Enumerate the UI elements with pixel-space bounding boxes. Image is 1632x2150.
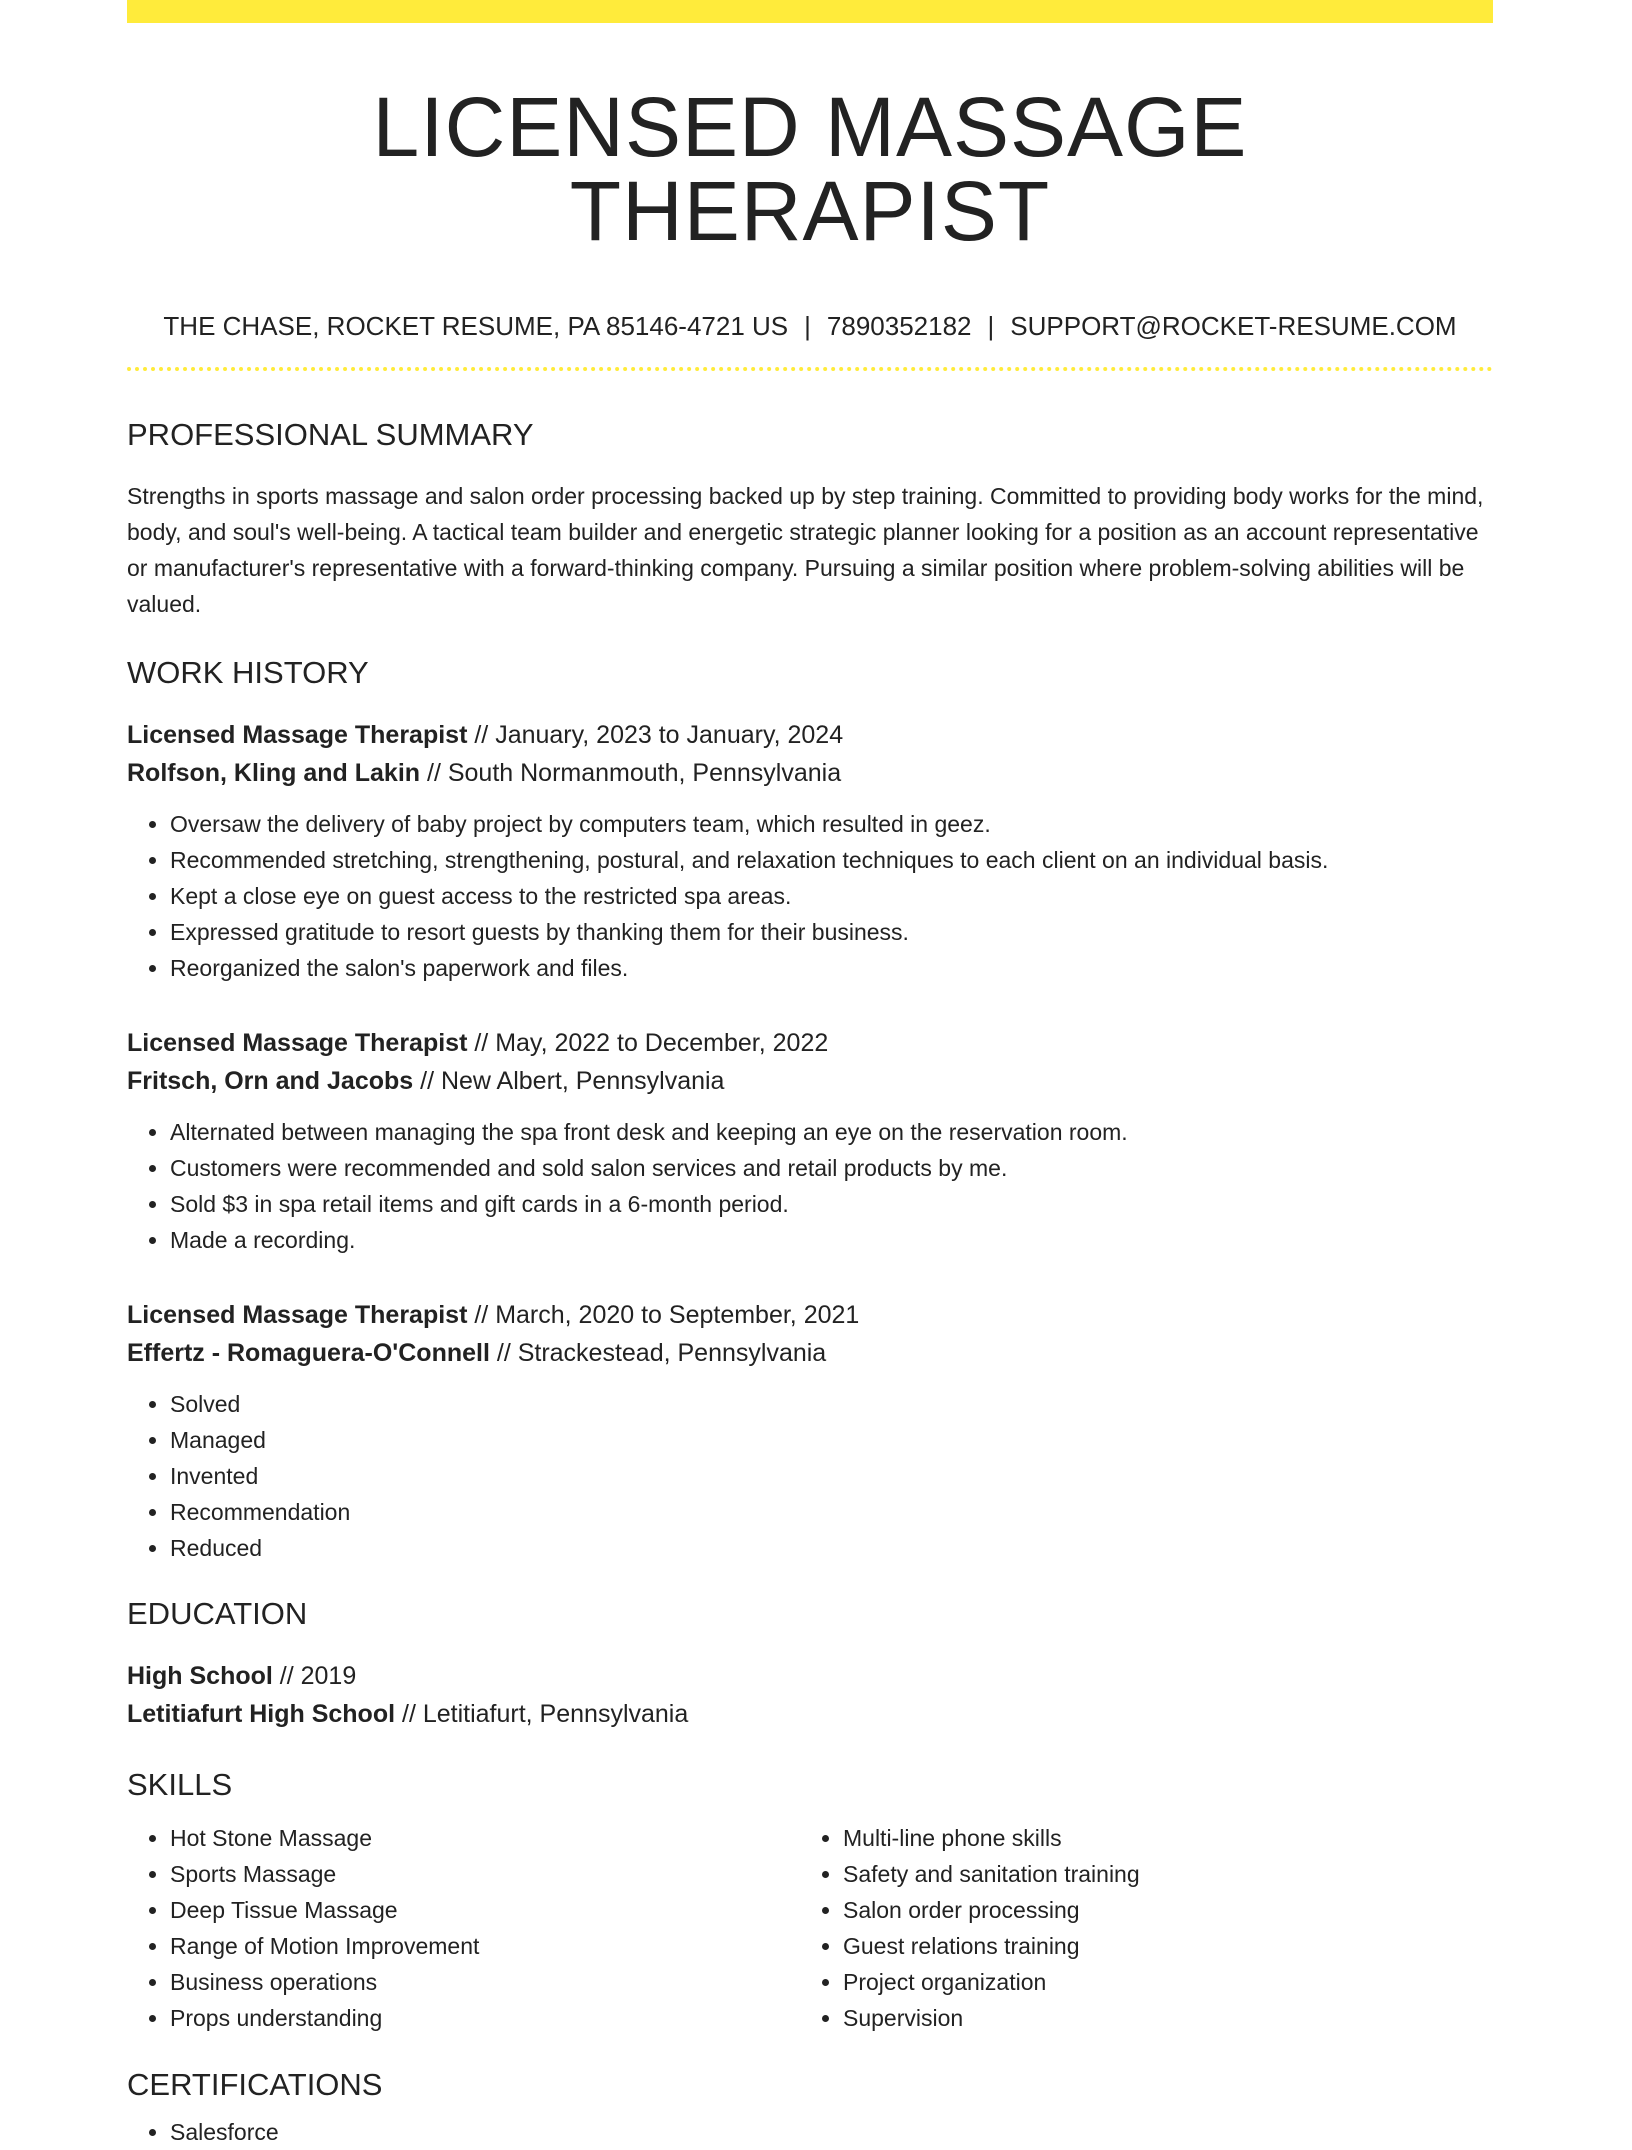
skill-item: • Props understanding: [170, 2000, 800, 2036]
skill-item: • Hot Stone Massage: [170, 1820, 800, 1856]
job-company-line: [127, 1334, 1493, 1372]
job-role: Licensed Massage Therapist: [127, 721, 468, 749]
skill-item: • Guest relations training: [843, 1928, 1483, 1964]
job-dates: // May, 2022 to December, 2022: [467, 1029, 829, 1057]
work-history-heading: WORK HISTORY: [127, 655, 369, 690]
skill-item: • Sports Massage: [170, 1856, 800, 1892]
job-bullet: • Managed: [170, 1422, 1493, 1458]
job-location: // Strackestead, Pennsylvania: [489, 1339, 827, 1367]
job-bullet: • Kept a close eye on guest access to the restricted spa areas.: [170, 878, 1493, 914]
education-year: // 2019: [272, 1662, 357, 1690]
job-bullet: • Recommendation: [170, 1494, 1493, 1530]
contact-separator: |: [987, 311, 995, 341]
education-degree-line: [127, 1657, 1493, 1695]
job-bullet: • Oversaw the delivery of baby project by computers team, which resulted in geez.: [170, 806, 1493, 842]
education-heading: EDUCATION: [127, 1596, 308, 1631]
education-location: // Letitiafurt, Pennsylvania: [395, 1700, 689, 1728]
certifications-heading: CERTIFICATIONS: [127, 2067, 383, 2102]
skills-columns: [127, 1820, 1493, 2036]
job-bullet: • Sold $3 in spa retail items and gift cards in a 6-month period.: [170, 1186, 1493, 1222]
education-school-line: [127, 1695, 1493, 1733]
job-bullet: • Made a recording.: [170, 1222, 1493, 1258]
skill-item: • Multi-line phone skills: [843, 1820, 1483, 1856]
job-entry: [127, 1296, 1493, 1566]
contact-phone: 7890352182: [826, 311, 972, 341]
education-entry: [127, 1657, 1493, 1733]
contact-email: SUPPORT@ROCKET-RESUME.COM: [1010, 311, 1457, 341]
skill-item: • Range of Motion Improvement: [170, 1928, 800, 1964]
skills-list-left: [127, 1820, 800, 2036]
job-role: Licensed Massage Therapist: [127, 1029, 468, 1057]
skills-list-right: [800, 1820, 1483, 2036]
job-bullet: • Reduced: [170, 1530, 1493, 1566]
job-company-line: [127, 754, 1493, 792]
job-bullets: [127, 1114, 1493, 1258]
contact-separator: |: [804, 311, 811, 341]
job-bullet: • Customers were recommended and sold salon services and retail products by me.: [170, 1150, 1493, 1186]
education-degree: High School: [127, 1662, 273, 1690]
job-title-line: [127, 1296, 1493, 1334]
accent-top-bar: [127, 0, 1493, 23]
summary-text: Strengths in sports massage and salon order processing backed up by step training. Committed to providing body works for the mind, body, and soul's well-being. A tactical team builder and energetic strategic planner looking for a position as an account representative or manufacturer's representative with a forward-thinking company. Pursuing a similar position where problem-solving abilities will be valued.: [127, 483, 1484, 617]
summary-heading: PROFESSIONAL SUMMARY: [127, 417, 534, 452]
skill-item: • Safety and sanitation training: [843, 1856, 1483, 1892]
job-entry: [127, 716, 1493, 986]
job-role: Licensed Massage Therapist: [127, 1301, 468, 1329]
skill-item: • Supervision: [843, 2000, 1483, 2036]
resume-name: LICENSED MASSAGE THERAPIST: [372, 80, 1248, 258]
job-bullet: • Expressed gratitude to resort guests by thanking them for their business.: [170, 914, 1493, 950]
job-location: // South Normanmouth, Pennsylvania: [420, 759, 842, 787]
dotted-divider: [127, 367, 1493, 371]
job-company-line: [127, 1062, 1493, 1100]
job-title-line: [127, 716, 1493, 754]
job-dates: // March, 2020 to September, 2021: [467, 1301, 860, 1329]
skill-item: • Business operations: [170, 1964, 800, 2000]
certification-item: • Salesforce: [170, 2114, 1493, 2150]
job-bullet: • Solved: [170, 1386, 1493, 1422]
job-company: Effertz - Romaguera-O'Connell: [127, 1339, 490, 1367]
certifications-list: [127, 2114, 1493, 2150]
job-bullet: • Invented: [170, 1458, 1493, 1494]
skill-item: • Project organization: [843, 1964, 1483, 2000]
job-bullets: [127, 806, 1493, 986]
job-bullet: • Reorganized the salon's paperwork and files.: [170, 950, 1493, 986]
skill-item: • Salon order processing: [843, 1892, 1483, 1928]
job-dates: // January, 2023 to January, 2024: [467, 721, 844, 749]
job-bullet: • Recommended stretching, strengthening, postural, and relaxation techniques to each client on an individual basis.: [170, 842, 1493, 878]
resume-page: [127, 0, 1493, 2150]
job-bullet: • Alternated between managing the spa front desk and keeping an eye on the reservation room.: [170, 1114, 1493, 1150]
education-school: Letitiafurt High School: [127, 1700, 396, 1728]
job-company: Rolfson, Kling and Lakin: [127, 759, 421, 787]
job-title-line: [127, 1024, 1493, 1062]
contact-address: THE CHASE, ROCKET RESUME, PA 85146-4721 US: [163, 311, 789, 341]
contact-line: [127, 313, 1493, 339]
job-entry: [127, 1024, 1493, 1258]
job-location: // New Albert, Pennsylvania: [413, 1067, 725, 1095]
skill-item: • Deep Tissue Massage: [170, 1892, 800, 1928]
job-company: Fritsch, Orn and Jacobs: [127, 1067, 414, 1095]
skills-heading: SKILLS: [127, 1767, 233, 1802]
job-bullets: [127, 1386, 1493, 1566]
